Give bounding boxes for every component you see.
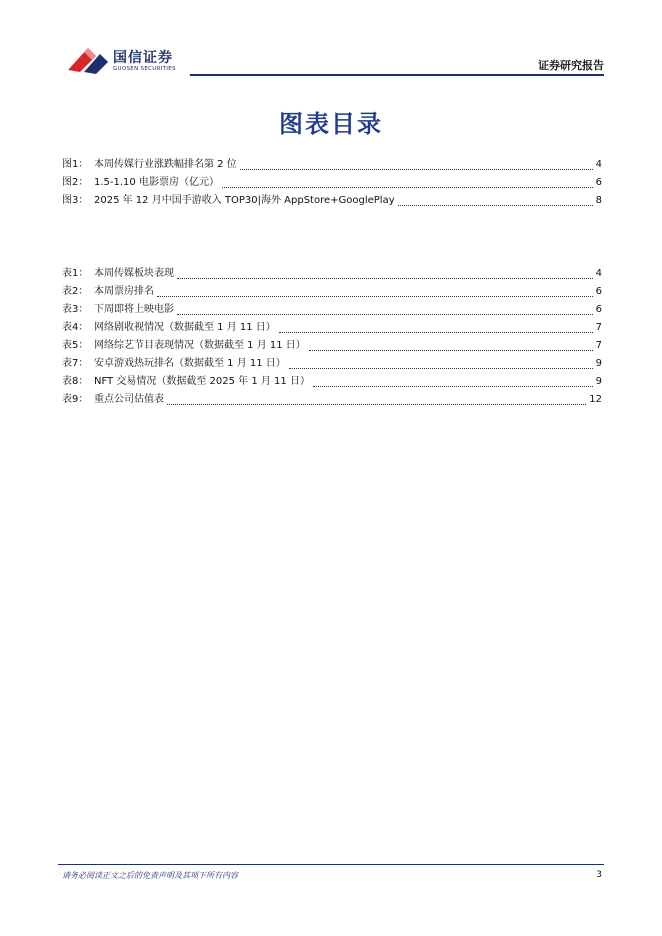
toc-dot-leader xyxy=(398,205,593,206)
toc-entry-prefix: 图2： xyxy=(62,177,89,188)
toc-entry-page: 7 xyxy=(595,340,602,351)
toc-entry-prefix: 图3： xyxy=(62,195,89,206)
logo-name-cn: 国信证券 xyxy=(113,50,173,66)
toc-entry-page: 12 xyxy=(589,394,602,405)
toc-entry-page: 4 xyxy=(595,268,602,279)
report-type-label: 证券研究报告 xyxy=(538,59,604,72)
page-header xyxy=(0,0,662,80)
toc-entry-prefix: 表2： xyxy=(62,286,89,297)
toc-entry[interactable] xyxy=(62,173,602,191)
toc-entry-prefix: 表1： xyxy=(62,268,89,279)
toc-entry-title: 重点公司估值表 xyxy=(94,394,164,405)
toc-entry[interactable] xyxy=(62,390,602,408)
toc-entry-prefix: 表4： xyxy=(62,322,89,333)
toc-entry-prefix: 表7： xyxy=(62,358,89,369)
toc-entry-title: 安卓游戏热玩排名（数据截至 1 月 11 日） xyxy=(94,358,286,369)
guosen-logo xyxy=(66,44,186,78)
toc-entry-page: 9 xyxy=(595,376,602,387)
footer-divider xyxy=(58,864,604,865)
toc-dot-leader xyxy=(222,187,593,188)
footer-page-number: 3 xyxy=(596,870,602,880)
toc-entry[interactable] xyxy=(62,191,602,209)
toc-entry-page: 4 xyxy=(595,159,602,170)
footer-disclaimer: 请务必阅读正文之后的免责声明及其项下所有内容 xyxy=(62,871,238,880)
toc-entry-prefix: 表5： xyxy=(62,340,89,351)
toc-dot-leader xyxy=(309,350,593,351)
toc-entry-page: 9 xyxy=(595,358,602,369)
toc-entry-title: 2025 年 12 月中国手游收入 TOP30|海外 AppStore+GooglePlay xyxy=(94,195,395,206)
toc-entry-title: 下周即将上映电影 xyxy=(94,304,174,315)
toc-entry-page: 8 xyxy=(595,195,602,206)
guosen-logo-mark-icon xyxy=(66,44,110,76)
toc-entry[interactable] xyxy=(62,318,602,336)
toc-dot-leader xyxy=(313,386,593,387)
toc-dot-leader xyxy=(289,368,593,369)
toc-entry[interactable] xyxy=(62,372,602,390)
figure-list xyxy=(62,155,602,209)
toc-entry-title: 网络剧收视情况（数据截至 1 月 11 日） xyxy=(94,322,276,333)
toc-entry-title: 本周票房排名 xyxy=(94,286,154,297)
toc-dot-leader xyxy=(177,278,593,279)
logo-name-en: GUOSEN SECURITIES xyxy=(113,66,176,72)
toc-entry-title: 网络综艺节目表现情况（数据截至 1 月 11 日） xyxy=(94,340,306,351)
toc-entry[interactable] xyxy=(62,282,602,300)
toc-dot-leader xyxy=(157,296,593,297)
toc-dot-leader xyxy=(279,332,593,333)
toc-dot-leader xyxy=(167,404,586,405)
toc-entry-prefix: 表9： xyxy=(62,394,89,405)
toc-entry[interactable] xyxy=(62,264,602,282)
toc-entry[interactable] xyxy=(62,336,602,354)
toc-entry-title: 本周传媒板块表现 xyxy=(94,268,174,279)
toc-dot-leader xyxy=(177,314,593,315)
toc-entry-prefix: 表8： xyxy=(62,376,89,387)
toc-entry[interactable] xyxy=(62,155,602,173)
toc-entry-title: 1.5-1.10 电影票房（亿元） xyxy=(94,177,219,188)
toc-entry[interactable] xyxy=(62,300,602,318)
toc-entry-title: NFT 交易情况（数据截至 2025 年 1 月 11 日） xyxy=(94,376,310,387)
header-divider xyxy=(190,74,604,76)
toc-entry-prefix: 图1： xyxy=(62,159,89,170)
page-title: 图表目录 xyxy=(279,110,383,138)
table-list xyxy=(62,264,602,408)
toc-entry-page: 6 xyxy=(595,304,602,315)
toc-entry-title: 本周传媒行业涨跌幅排名第 2 位 xyxy=(94,159,237,170)
toc-entry[interactable] xyxy=(62,354,602,372)
toc-entry-prefix: 表3： xyxy=(62,304,89,315)
toc-entry-page: 7 xyxy=(595,322,602,333)
toc-entry-page: 6 xyxy=(595,286,602,297)
toc-entry-page: 6 xyxy=(595,177,602,188)
toc-dot-leader xyxy=(240,169,593,170)
